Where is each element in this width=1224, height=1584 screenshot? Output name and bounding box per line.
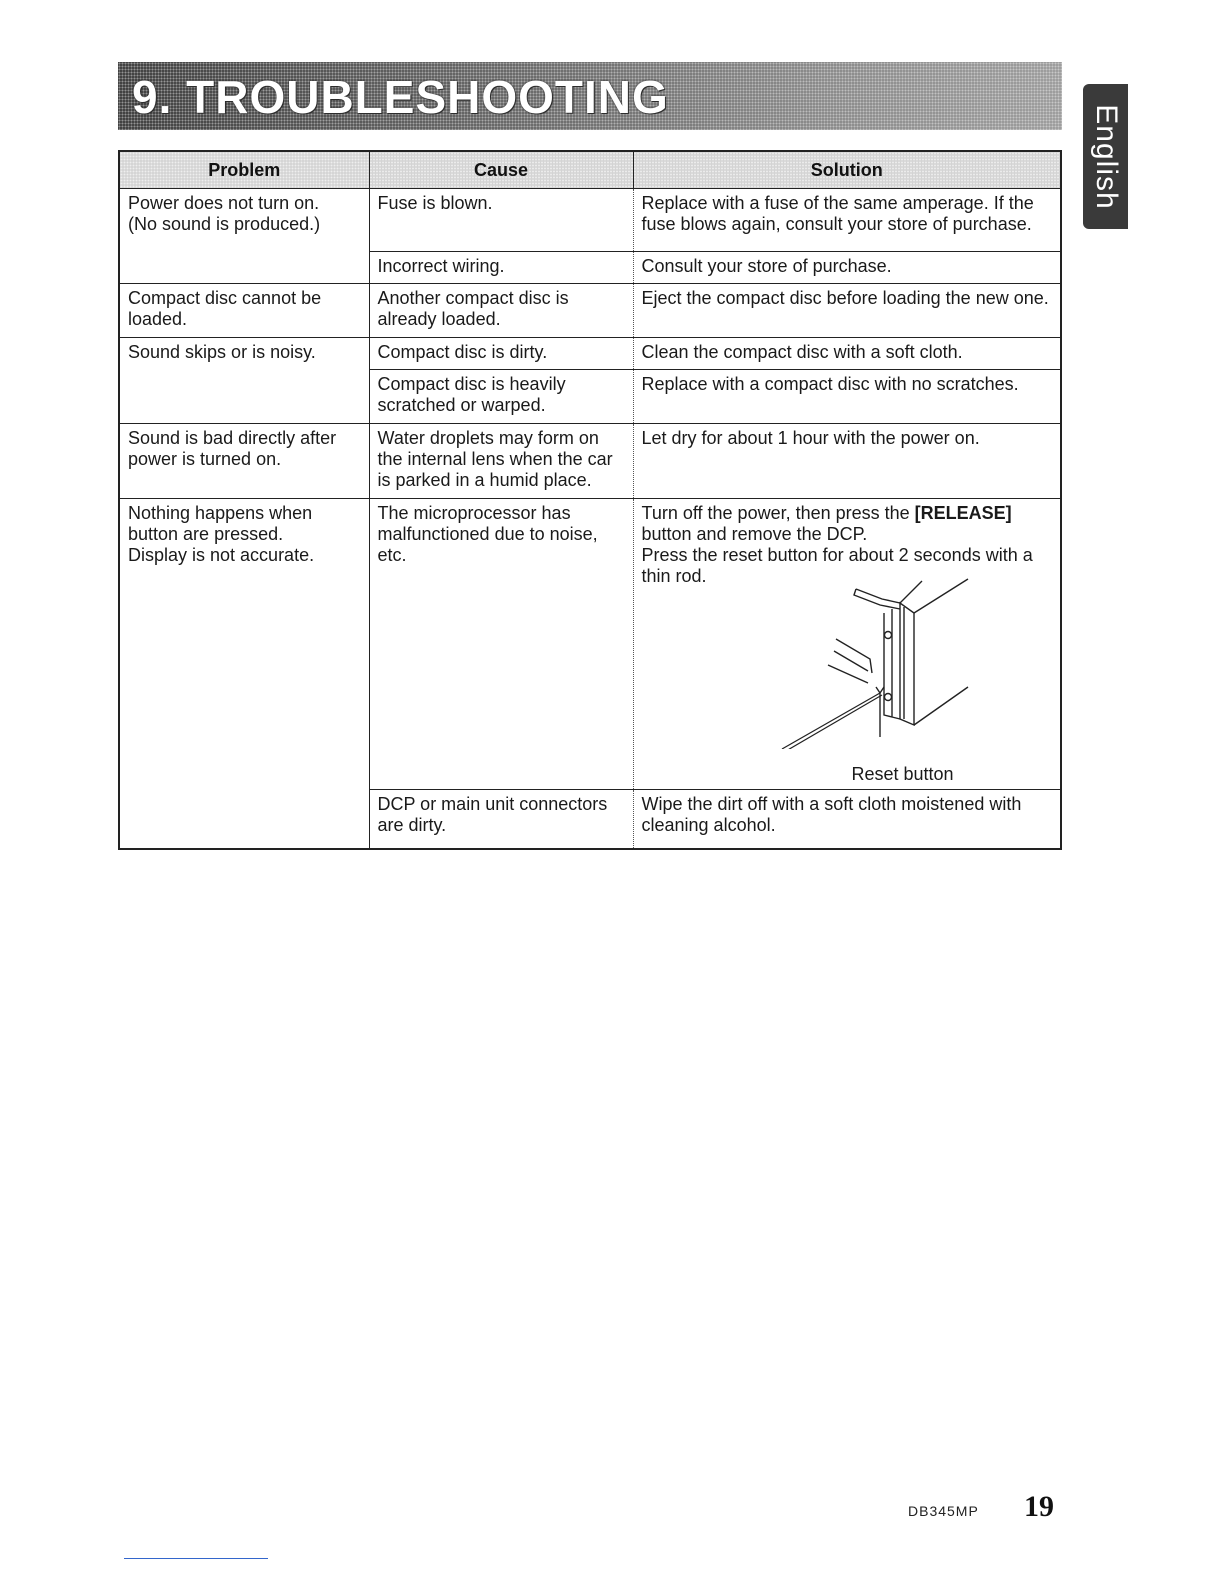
table-row <box>119 338 1061 370</box>
table-row <box>119 284 1061 338</box>
section-title: 9. TROUBLESHOOTING <box>132 71 669 123</box>
cause-cell: Compact disc is heavily scratched or warped. <box>369 370 633 424</box>
problem-cell: Power does not turn on. (No sound is produced.) <box>119 189 369 284</box>
header-solution: Solution <box>633 151 1061 189</box>
solution-cell <box>633 499 1061 790</box>
cause-cell: Fuse is blown. <box>369 189 633 252</box>
solution-cell: Eject the compact disc before loading the new one. <box>633 284 1061 338</box>
table-row <box>119 499 1061 790</box>
problem-cell: Nothing happens when button are pressed. Display is not accurate. <box>119 499 369 850</box>
solution-cell: Clean the compact disc with a soft cloth. <box>633 338 1061 370</box>
reset-button-illustration <box>772 569 982 749</box>
solution-cell: Replace with a fuse of the same amperage. If the fuse blows again, consult your store of purchase. <box>633 189 1061 252</box>
table-row <box>119 424 1061 499</box>
release-key-label: [RELEASE] <box>914 503 1012 523</box>
footer-rule <box>124 1558 268 1559</box>
cause-cell: The microprocessor has malfunctioned due to noise, etc. <box>369 499 633 790</box>
table-row <box>119 189 1061 252</box>
cause-cell: Incorrect wiring. <box>369 252 633 284</box>
header-cause: Cause <box>369 151 633 189</box>
table-header-row <box>119 151 1061 189</box>
cause-cell: Compact disc is dirty. <box>369 338 633 370</box>
problem-cell: Compact disc cannot be loaded. <box>119 284 369 338</box>
header-problem: Problem <box>119 151 369 189</box>
reset-button-label: Reset button <box>851 764 954 784</box>
solution-cell: Consult your store of purchase. <box>633 252 1061 284</box>
language-tab <box>1083 84 1128 229</box>
solution-text-line2: Press the reset button for about 2 seconds with a thin rod. <box>641 545 1033 586</box>
solution-cell: Wipe the dirt off with a soft cloth moistened with cleaning alcohol. <box>633 790 1061 850</box>
troubleshooting-table <box>118 150 1062 850</box>
model-number: DB345MP <box>908 1503 979 1519</box>
problem-cell: Sound skips or is noisy. <box>119 338 369 424</box>
cause-cell: DCP or main unit connectors are dirty. <box>369 790 633 850</box>
language-tab-label: English <box>1089 103 1123 210</box>
problem-cell: Sound is bad directly after power is turned on. <box>119 424 369 499</box>
solution-cell: Let dry for about 1 hour with the power on. <box>633 424 1061 499</box>
solution-cell: Replace with a compact disc with no scratches. <box>633 370 1061 424</box>
cause-cell: Another compact disc is already loaded. <box>369 284 633 338</box>
reset-button-figure <box>642 587 1053 783</box>
cause-cell: Water droplets may form on the internal lens when the car is parked in a humid place. <box>369 424 633 499</box>
solution-text: Turn off the power, then press the [RELEASE] button and remove the DCP. <box>641 503 1012 544</box>
page-number: 19 <box>1024 1490 1054 1523</box>
section-title-bar <box>118 62 1062 130</box>
